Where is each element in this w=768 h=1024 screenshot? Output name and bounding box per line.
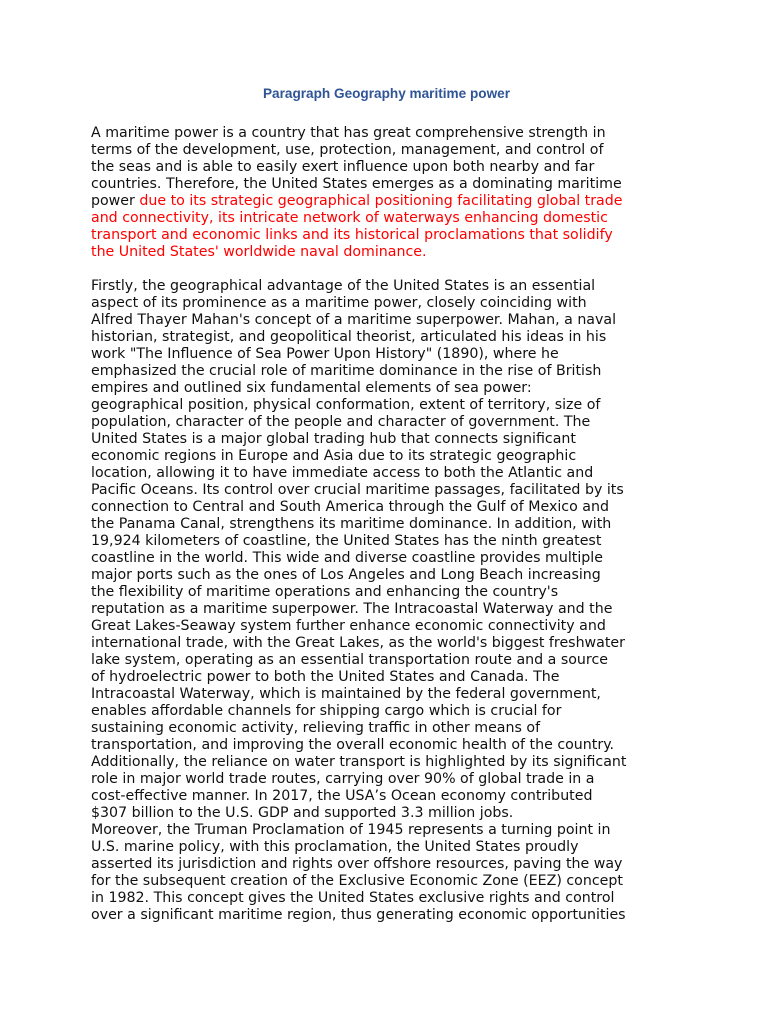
document-title: Paragraph Geography maritime power [262, 86, 511, 101]
intro-paragraph [91, 125, 682, 261]
thesis-highlight: due to its strategic geographical positioning facilitating global trade and connectivity, its intricate network of waterways enhancing domestic transport and economic links and its historical proclamations that solidify the United States' worldwide naval dominance. [91, 193, 623, 260]
intro-text: A maritime power is a country that has great comprehensive strength in terms of the development, use, protection, management, and control of the seas and is able to easily exert influence upon both nearby and far countries. Therefore, the United States emerges as a dominating maritime power [91, 125, 622, 209]
body-paragraph-geography: Firstly, the geographical advantage of the United States is an essential aspect of its prominence as a maritime power, closely coinciding with Alfred Thayer Mahan's concept of a maritime superpower. Mahan, a naval historian, strategist, and geopolitical theorist, articulated his ideas in his work "The Influence of Sea Power Upon History" (1890), where he emphasized the crucial role of maritime dominance in the rise of British empires and outlined six fundamental elements of sea power: geographical position, physical conformation, extent of territory, size of population, character of the people and character of government. The United States is a major global trading hub that connects significant economic regions in Europe and Asia due to its strategic geographic location, allowing it to have immediate access to both the Atlantic and Pacific Oceans. Its control over crucial maritime passages, facilitated by its connection to Central and South America through the Gulf of Mexico and the Panama Canal, strengthens its maritime dominance. In addition, with 19,924 kilometers of coastline, the United States has the ninth greatest coastline in the world. This wide and diverse coastline provides multiple major ports such as the ones of Los Angeles and Long Beach increasing the flexibility of maritime operations and enhancing the country's reputation as a maritime superpower. The Intracoastal Waterway and the Great Lakes-Seaway system further enhance economic connectivity and international trade, with the Great Lakes, as the world's biggest freshwater lake system, operating as an essential transportation route and a source of hydroelectric power to both the United States and Canada. The Intracoastal Waterway, which is maintained by the federal government, enables affordable channels for shipping cargo which is crucial for sustaining economic activity, relieving traffic in other means of transportation, and improving the overall economic health of the country. Additionally, the reliance on water transport is highlighted by its significant role in major world trade routes, carrying over 90% of global trade in a cost-effective manner. In 2017, the USA’s Ocean economy contributed $307 billion to the U.S. GDP and supported 3.3 million jobs. [91, 278, 627, 821]
body-paragraph-truman: Moreover, the Truman Proclamation of 1945 represents a turning point in U.S. marine policy, with this proclamation, the United States proudly asserted its jurisdiction and rights over offshore resources, paving the way for the subsequent creation of the Exclusive Economic Zone (EEZ) concept in 1982. This concept gives the United States exclusive rights and control over a significant maritime region, thus generating economic opportunities [91, 822, 626, 923]
